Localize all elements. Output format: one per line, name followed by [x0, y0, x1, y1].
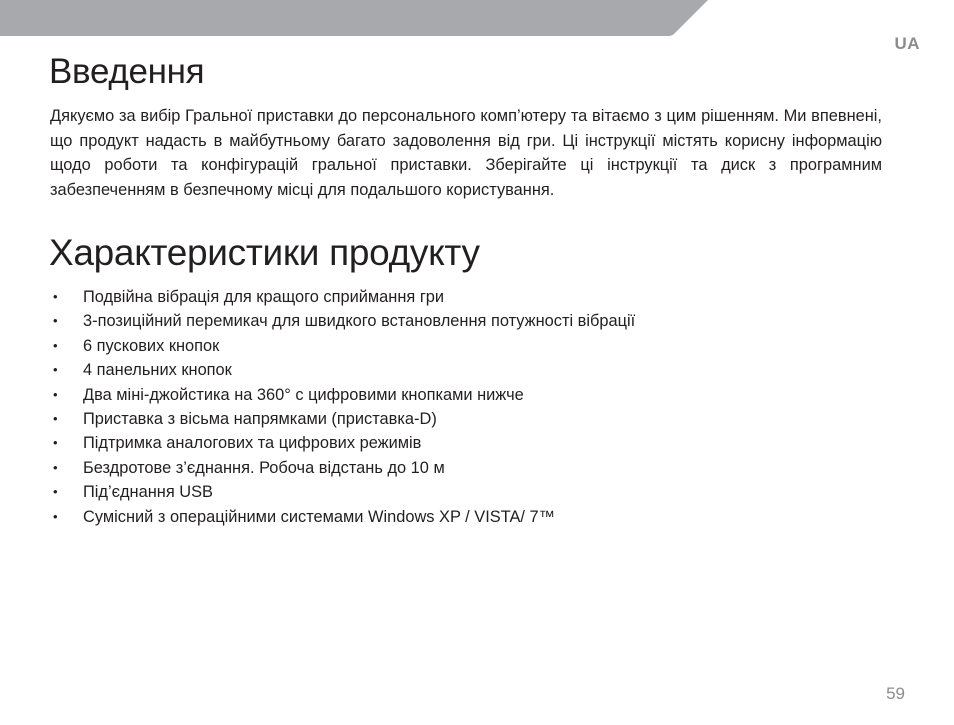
bullet-icon: • — [53, 459, 58, 475]
intro-paragraph: Дякуємо за вибір Гральної приставки до персонального комп’ютеру та вітаємо з цим рішенням. Ми впевнені, що продукт надасть в майбутньому багато задоволення від гри. Ці інструкції містять корисну інформацію щодо роботи та конфігурацій гральної приставки. Зберігайте ці інструкції та диск з програмним забезпеченням в безпечному місці для подальшого користування. — [50, 107, 882, 199]
header-band — [0, 0, 710, 36]
feature-text: Два міні-джойстика на 360° с цифровими кнопками нижче — [83, 385, 524, 404]
feature-text: 6 пускових кнопок — [83, 336, 220, 355]
feature-list — [50, 285, 850, 529]
language-tag: UA — [894, 34, 920, 53]
feature-text: Подвійна вібрація для кращого сприймання гри — [83, 288, 445, 306]
bullet-icon: • — [53, 484, 58, 500]
feature-item — [50, 358, 850, 382]
feature-text: Під’єднання USB — [83, 483, 213, 502]
feature-text: 3-позиційний перемикач для швидкого встановлення потужності вібрації — [83, 312, 636, 331]
feature-item — [50, 383, 850, 407]
feature-item — [50, 309, 850, 333]
bullet-icon: • — [53, 289, 58, 304]
feature-item — [50, 334, 850, 358]
feature-item — [50, 505, 850, 529]
bullet-icon: • — [53, 508, 58, 524]
feature-text: 4 панельних кнопок — [83, 361, 232, 380]
features-title: Характеристики продукту — [49, 232, 480, 273]
bullet-icon: • — [53, 410, 58, 426]
feature-text: Бездротове з’єднання. Робоча відстань до 10 м — [83, 458, 445, 477]
feature-item — [50, 407, 850, 431]
feature-item — [50, 480, 850, 504]
feature-item — [50, 431, 850, 455]
intro-title: Введення — [49, 52, 205, 91]
bullet-icon: • — [53, 435, 58, 451]
feature-item — [50, 285, 850, 309]
page-number: 59 — [886, 684, 905, 703]
bullet-icon: • — [53, 313, 58, 329]
feature-text: Підтримка аналогових та цифрових режимів — [83, 434, 422, 453]
header-band-shape — [0, 0, 710, 36]
feature-text: Приставка з вісьма напрямками (приставка-D) — [83, 409, 437, 428]
feature-item — [50, 456, 850, 480]
feature-text: Сумісний з операційними системами Windows XP / VISTA/ 7™ — [83, 507, 556, 526]
bullet-icon: • — [53, 386, 58, 402]
bullet-icon: • — [53, 362, 58, 378]
bullet-icon: • — [53, 337, 58, 353]
